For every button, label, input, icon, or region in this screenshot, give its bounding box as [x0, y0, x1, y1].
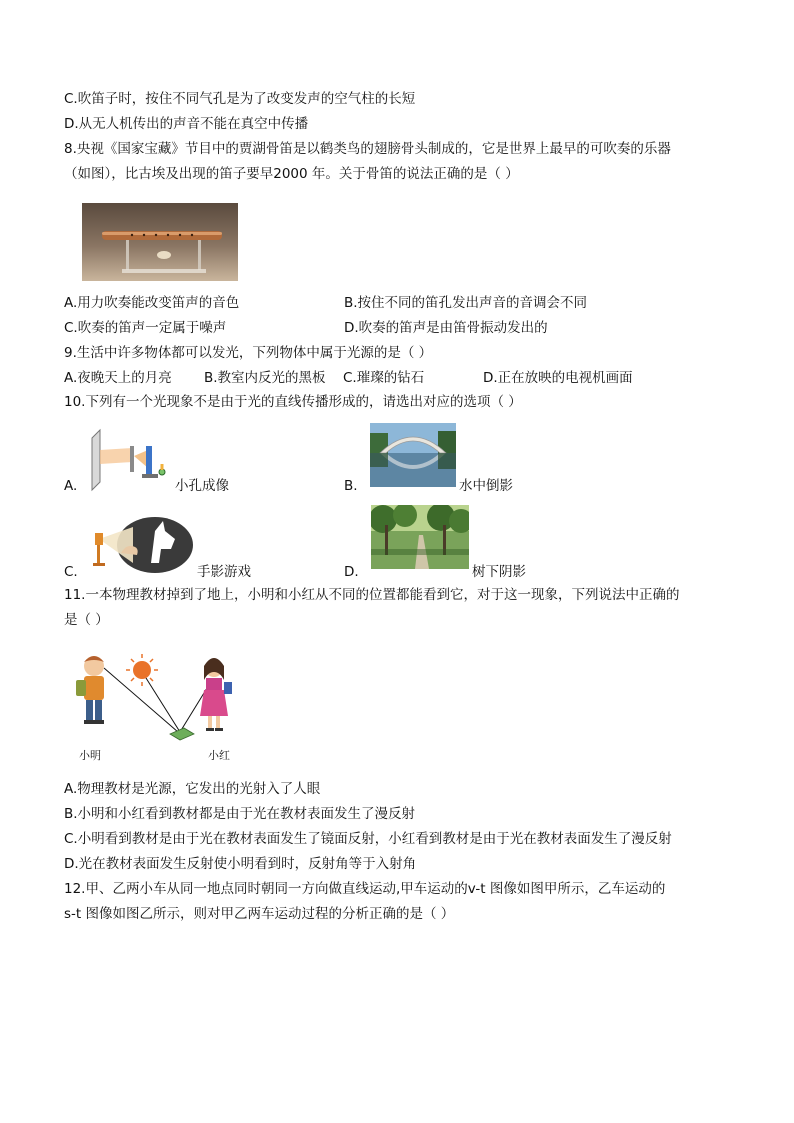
q8-option-a: A.用力吹奏能改变笛声的音色	[64, 295, 240, 311]
xiaoming-label: 小明	[79, 749, 101, 762]
q7-option-d: D.从无人机传出的声音不能在真空中传播	[64, 116, 309, 132]
pinhole-imaging-diagram	[86, 428, 172, 492]
q8-option-d: D.吹奏的笛声是由笛骨振动发出的	[344, 320, 548, 336]
q10-a-letter: A.	[64, 478, 78, 494]
q8-stem-line2: （如图），比古埃及出现的笛子要早2000 年。关于骨笛的说法正确的是（ ）	[64, 166, 519, 182]
bone-flute-photo	[82, 203, 238, 281]
q7-option-c: C.吹笛子时，按住不同气孔是为了改变发声的空气柱的长短	[64, 91, 416, 107]
q8-option-b: B.按住不同的笛孔发出声音的音调会不同	[344, 295, 588, 311]
tree-shade-photo	[371, 505, 469, 569]
q10-c-label: 手影游戏	[197, 564, 251, 580]
q11-option-d: D.光在教材表面发生反射使小明看到时，反射角等于入射角	[64, 856, 417, 872]
q9-option-a: A.夜晚天上的月亮	[64, 370, 172, 386]
q12-stem-line1: 12.甲、乙两小车从同一地点同时朝同一方向做直线运动,甲车运动的v-t 图像如图甲所示，乙车运动的	[64, 881, 666, 897]
textbook-observers-illustration	[68, 650, 244, 748]
q10-a-label: 小孔成像	[175, 478, 229, 494]
hand-shadow-diagram	[93, 517, 193, 577]
q9-stem: 9.生活中许多物体都可以发光，下列物体中属于光源的是（ ）	[64, 345, 433, 361]
q10-b-label: 水中倒影	[459, 478, 513, 494]
q9-option-d: D.正在放映的电视机画面	[483, 370, 633, 386]
q10-d-letter: D.	[344, 564, 359, 580]
q9-option-b: B.教室内反光的黑板	[204, 370, 326, 386]
bridge-reflection-photo	[370, 423, 456, 487]
q11-stem-line1: 11.一本物理教材掉到了地上，小明和小红从不同的位置都能看到它，对于这一现象，下列说法中正确的	[64, 587, 680, 603]
q10-b-letter: B.	[344, 478, 358, 494]
q12-stem-line2: s-t 图像如图乙所示，则对甲乙两车运动过程的分析正确的是（ ）	[64, 906, 455, 922]
q10-d-label: 树下阴影	[472, 564, 526, 580]
q11-stem-line2: 是（ ）	[64, 612, 109, 628]
q8-option-c: C.吹奏的笛声一定属于噪声	[64, 320, 227, 336]
xiaohong-label: 小红	[208, 749, 230, 762]
q11-option-b: B.小明和小红看到教材都是由于光在教材表面发生了漫反射	[64, 806, 416, 822]
q10-c-letter: C.	[64, 564, 78, 580]
q9-option-c: C.璀璨的钻石	[343, 370, 425, 386]
q10-stem: 10.下列有一个光现象不是由于光的直线传播形成的，请选出对应的选项（ ）	[64, 394, 522, 410]
q11-option-c: C.小明看到教材是由于光在教材表面发生了镜面反射，小红看到教材是由于光在教材表面发生了漫反射	[64, 831, 672, 847]
q8-stem-line1: 8.央视《国家宝藏》节目中的贾湖骨笛是以鹤类鸟的翅膀骨头制成的，它是世界上最早的可吹奏的乐器	[64, 141, 671, 157]
q11-option-a: A.物理教材是光源，它发出的光射入了人眼	[64, 781, 321, 797]
